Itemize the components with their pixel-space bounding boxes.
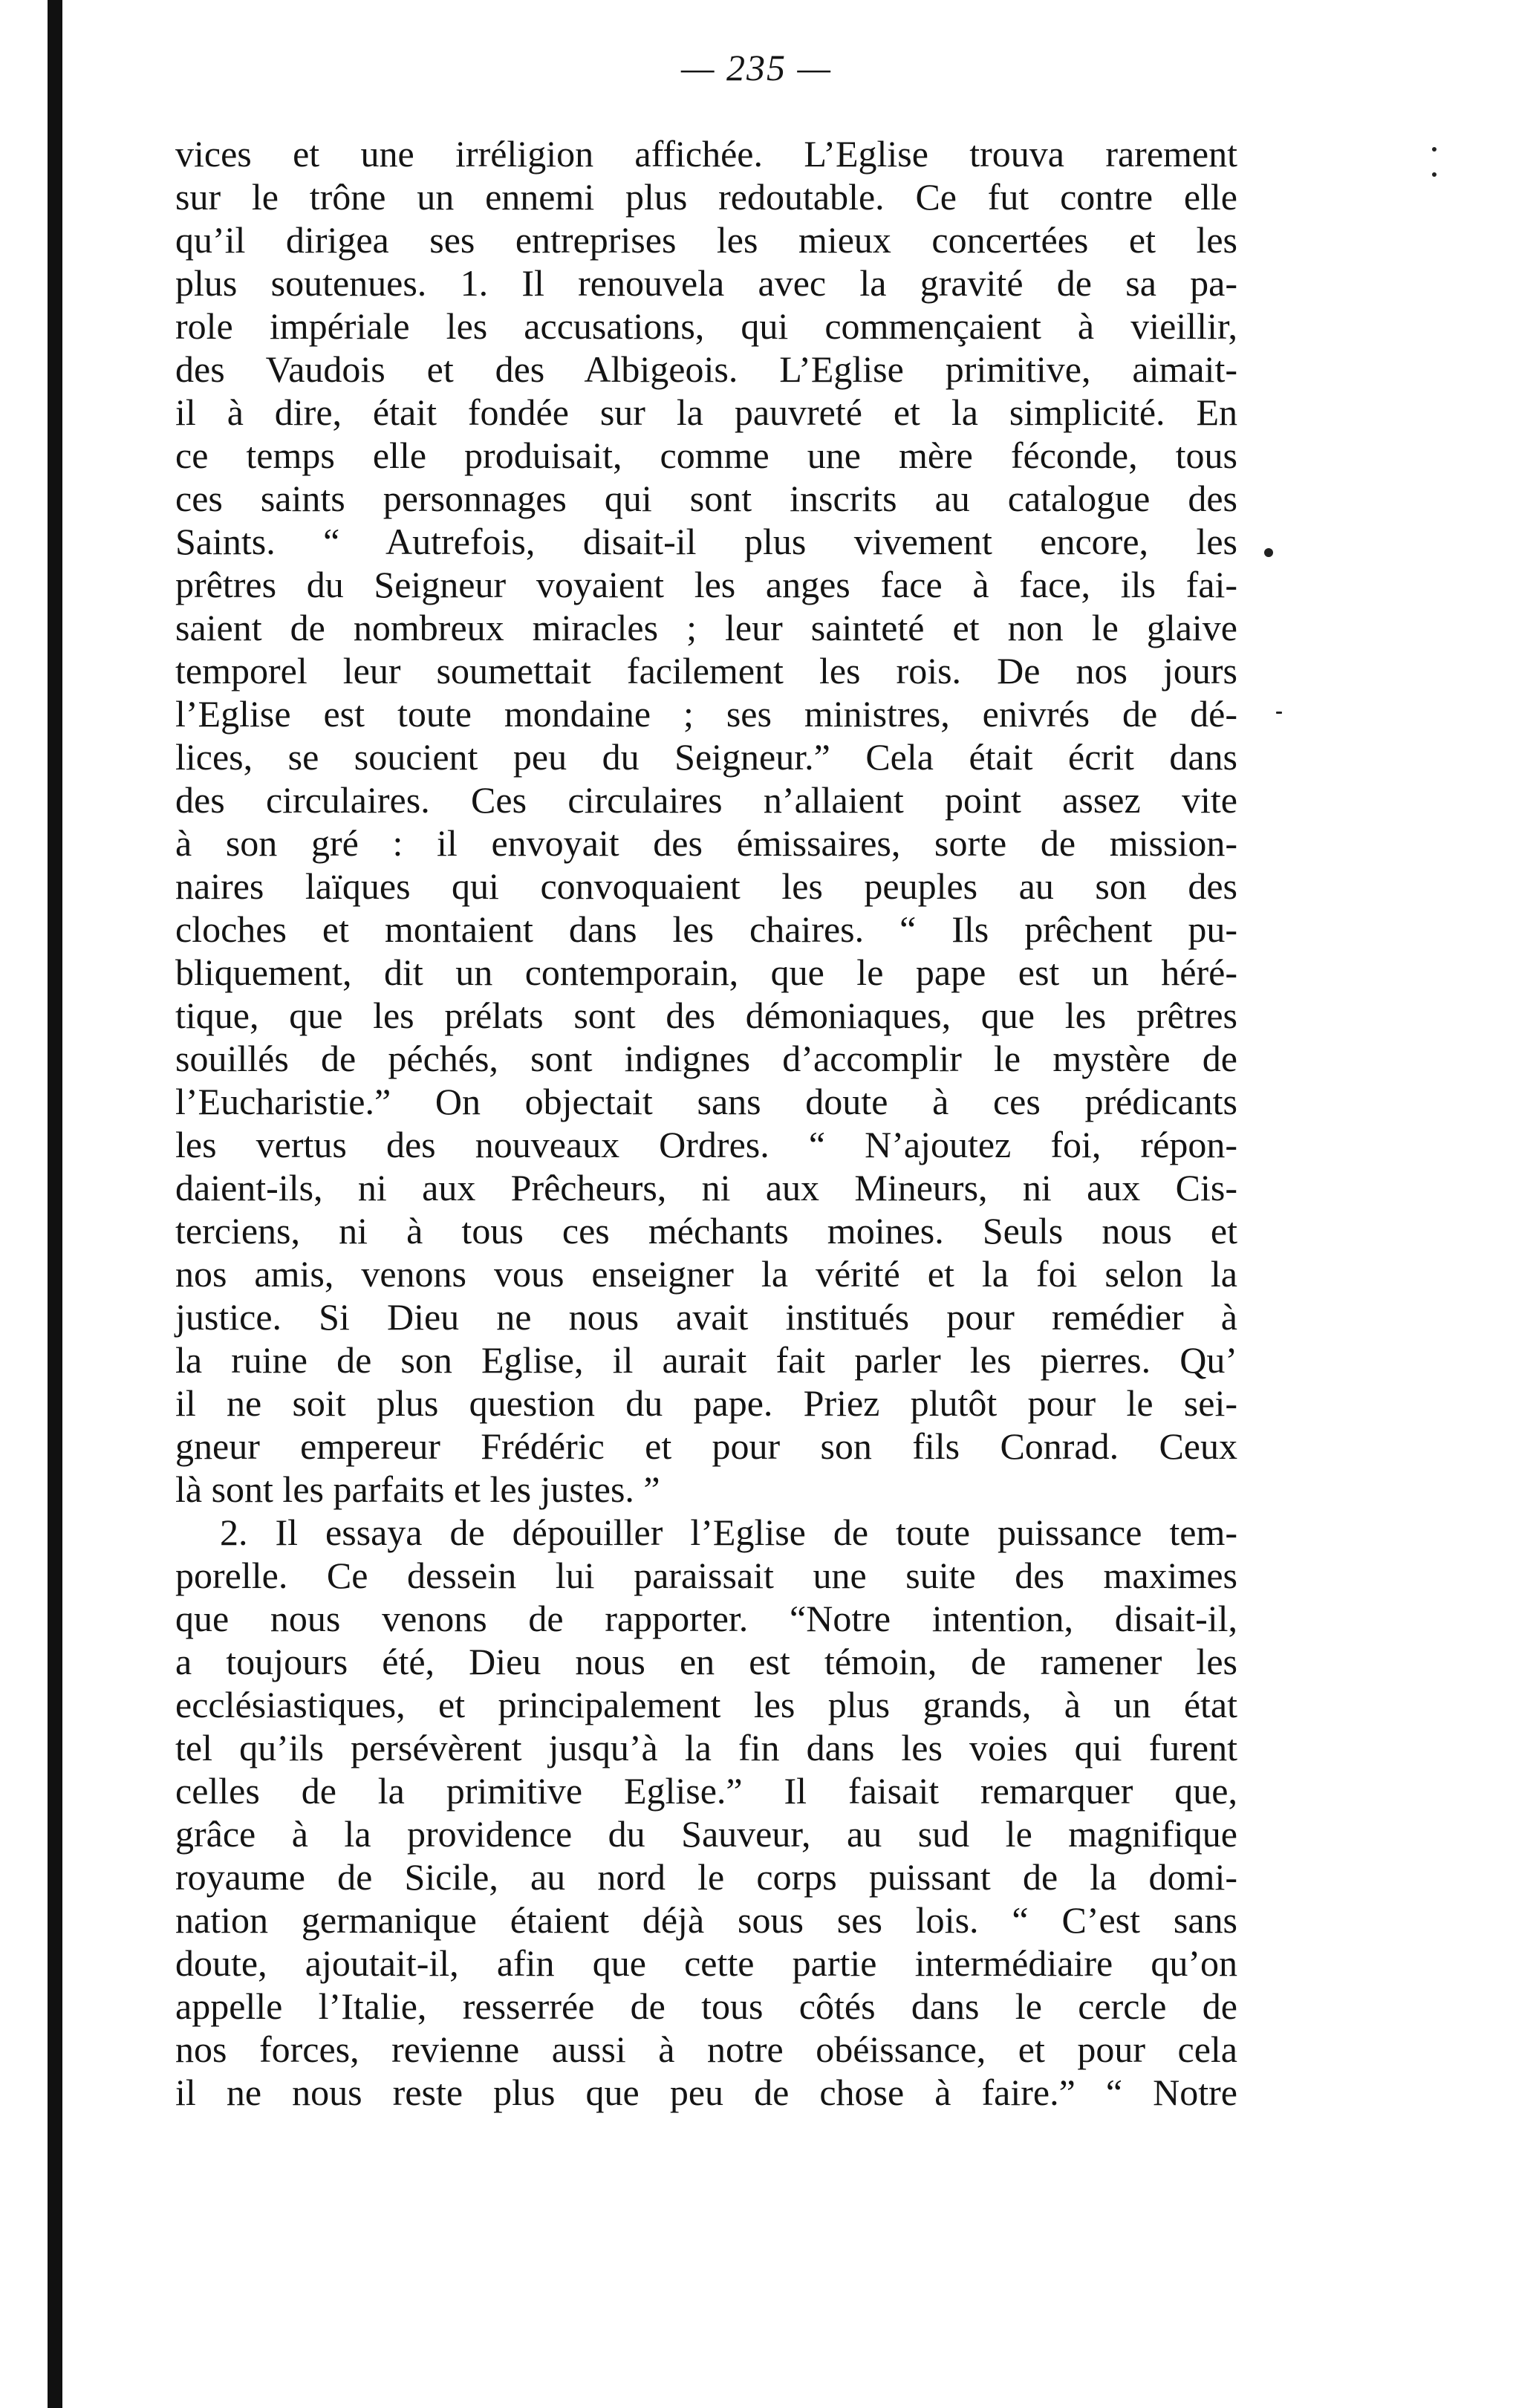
text-line: tique, que les prélats sont des démoniaques, que les prêtres: [175, 995, 1237, 1036]
text-line: plus soutenues. 1. Il renouvela avec la gravité de sa pa-: [175, 262, 1237, 304]
text-line: nos forces, revienne aussi à notre obéissance, et pour cela: [175, 2028, 1237, 2070]
text-line: qu’il dirigea ses entreprises les mieux concertées et les: [175, 219, 1237, 261]
text-line: justice. Si Dieu ne nous avait institués pour remédier à: [175, 1296, 1237, 1338]
text-line: prêtres du Seigneur voyaient les anges face à face, ils fai-: [175, 564, 1237, 605]
text-line: tel qu’ils persévèrent jusqu’à la fin dans les voies qui furent: [175, 1727, 1237, 1768]
text-line: là sont les parfaits et les justes. ”: [175, 1468, 660, 1510]
page-number: — 235 —: [681, 47, 832, 88]
text-line: role impériale les accusations, qui commençaient à vieillir,: [175, 305, 1237, 347]
text-line: ce temps elle produisait, comme une mère féconde, tous: [175, 435, 1237, 476]
text-line: porelle. Ce dessein lui paraissait une suite des maximes: [175, 1555, 1237, 1596]
text-line: nation germanique étaient déjà sous ses lois. “ C’est sans: [175, 1899, 1237, 1941]
text-line: vices et une irréligion affichée. L’Eglise trouva rarement: [175, 133, 1237, 175]
text-line: daient-ils, ni aux Prêcheurs, ni aux Mineurs, ni aux Cis-: [175, 1167, 1237, 1208]
text-line: souillés de péchés, sont indignes d’accomplir le mystère de: [175, 1038, 1237, 1079]
text-line: il ne soit plus question du pape. Priez plutôt pour le sei-: [175, 1382, 1237, 1424]
ink-speck: [1432, 172, 1436, 177]
text-line: il à dire, était fondée sur la pauvreté et la simplicité. En: [175, 391, 1237, 433]
text-line: il ne nous reste plus que peu de chose à faire.” “ Notre: [175, 2072, 1237, 2113]
text-line: gneur empereur Frédéric et pour son fils Conrad. Ceux: [175, 1425, 1237, 1467]
scan-edge-bar: [48, 0, 62, 2408]
ink-speck: [1264, 548, 1273, 557]
text-line: les vertus des nouveaux Ordres. “ N’ajoutez foi, répon-: [175, 1124, 1237, 1165]
text-line: naires laïques qui convoquaient les peuples au son des: [175, 865, 1237, 907]
text-line: bliquement, dit un contemporain, que le pape est un héré-: [175, 951, 1237, 993]
text-line: cloches et montaient dans les chaires. “ Ils prêchent pu-: [175, 908, 1237, 950]
text-line: doute, ajoutait-il, afin que cette partie intermédiaire qu’on: [175, 1942, 1237, 1984]
text-line: temporel leur soumettait facilement les rois. De nos jours: [175, 650, 1237, 692]
text-line: que nous venons de rapporter. “Notre intention, disait-il,: [175, 1598, 1237, 1639]
text-line: appelle l’Italie, resserrée de tous côtés dans le cercle de: [175, 1985, 1237, 2027]
text-line: des Vaudois et des Albigeois. L’Eglise primitive, aimait-: [175, 348, 1237, 390]
text-line: l’Eglise est toute mondaine ; ses ministres, enivrés de dé-: [175, 693, 1237, 735]
text-line: l’Eucharistie.” On objectait sans doute à ces prédicants: [175, 1081, 1237, 1122]
text-line: lices, se soucient peu du Seigneur.” Cela était écrit dans: [175, 736, 1237, 778]
text-line: a toujours été, Dieu nous en est témoin, de ramener les: [175, 1641, 1237, 1682]
ink-speck: [1432, 147, 1436, 152]
text-line: la ruine de son Eglise, il aurait fait parler les pierres. Qu’: [175, 1339, 1237, 1381]
text-line: nos amis, venons vous enseigner la vérité et la foi selon la: [175, 1253, 1237, 1295]
text-line: celles de la primitive Eglise.” Il faisait remarquer que,: [175, 1770, 1237, 1812]
ink-speck: [1276, 712, 1282, 714]
text-line: des circulaires. Ces circulaires n’allaient point assez vite: [175, 779, 1237, 821]
text-line: saient de nombreux miracles ; leur sainteté et non le glaive: [175, 607, 1237, 648]
text-line: royaume de Sicile, au nord le corps puissant de la domi-: [175, 1856, 1237, 1898]
text-line: ecclésiastiques, et principalement les plus grands, à un état: [175, 1684, 1237, 1725]
text-line: Saints. “ Autrefois, disait-il plus vivement encore, les: [175, 521, 1237, 562]
text-line: sur le trône un ennemi plus redoutable. Ce fut contre elle: [175, 176, 1237, 218]
text-line: ces saints personnages qui sont inscrits au catalogue des: [175, 478, 1237, 519]
body-text: [175, 132, 1237, 2114]
text-line: à son gré : il envoyait des émissaires, sorte de mission-: [175, 822, 1237, 864]
text-line: terciens, ni à tous ces méchants moines. Seuls nous et: [175, 1210, 1237, 1252]
text-line: 2. Il essaya de dépouiller l’Eglise de toute puissance tem-: [220, 1511, 1237, 1553]
text-line: grâce à la providence du Sauveur, au sud le magnifique: [175, 1813, 1237, 1855]
